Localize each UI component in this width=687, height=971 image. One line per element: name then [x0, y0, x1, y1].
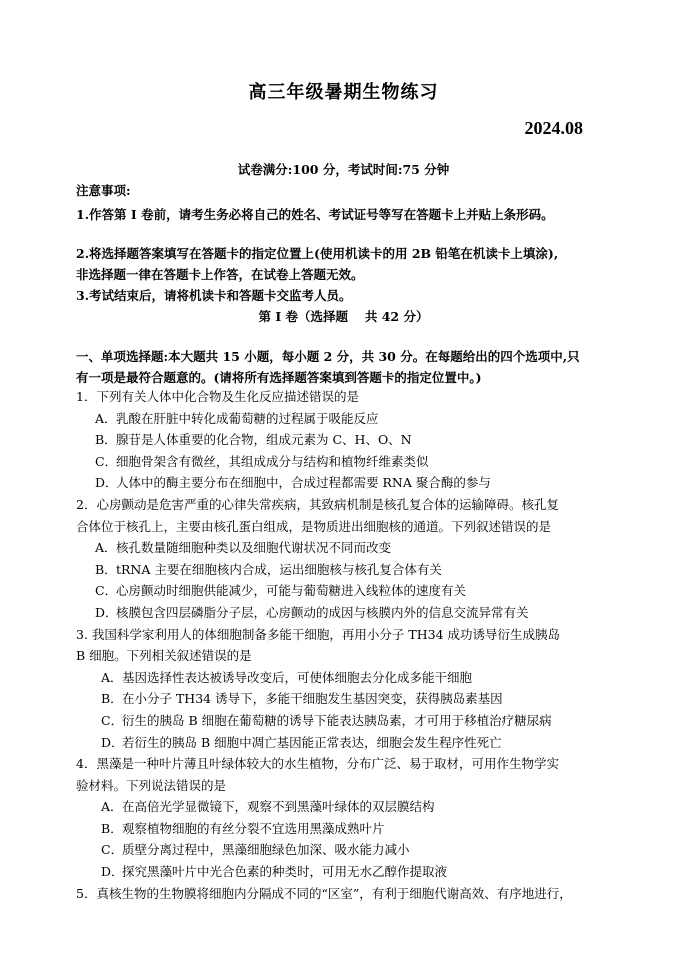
option-d — [76, 602, 616, 624]
option-d — [76, 472, 616, 494]
option-text: 人体中的酶主要分布在细胞中，合成过程都需要 RNA 聚合酶的参与 — [116, 475, 491, 491]
option-label: A． — [101, 799, 123, 815]
option-c — [76, 580, 616, 602]
option-label: A． — [101, 669, 123, 685]
option-text: 探究黑藻叶片中光合色素的种类时，可用无水乙醇作提取液 — [122, 864, 448, 880]
option-a — [76, 537, 616, 559]
question-2 — [76, 494, 616, 624]
option-label: C． — [101, 712, 124, 728]
option-text: 乳酸在肝脏中转化成葡萄糖的过程属于吸能反应 — [116, 410, 379, 426]
notes-block — [76, 180, 616, 306]
option-d — [76, 861, 616, 883]
option-label: D． — [95, 604, 118, 620]
section-instructions — [76, 346, 616, 388]
question-stem-line-1: 3. 我国科学家利用人的体细胞制备多能干细胞，再用小分子 TH34 成功诱导衍生成胰岛 — [76, 626, 560, 642]
question-stem: 1．下列有关人体中化合物及生化反应描述错误的是 — [76, 389, 359, 404]
instructions-line-2: 有一项是最符合题意的。(请将所有选择题答案填到答题卡的指定位置中。) — [76, 370, 482, 385]
question-3 — [76, 624, 616, 754]
question-1 — [76, 386, 616, 494]
note-item-1: 1.作答第 I 卷前，请考生务必将自己的姓名、考试证号等写在答题卡上并贴上条形码。 — [76, 207, 554, 222]
section-title: 第 I 卷（选择题 共 42 分） — [258, 309, 429, 324]
option-text: 基因选择性表达被诱导改变后，可使体细胞去分化成多能干细胞 — [122, 669, 473, 685]
option-text: 腺苷是人体重要的化合物，组成元素为 C、H、O、N — [116, 432, 412, 448]
question-stem-line-2: B 细胞。下列相关叙述错误的是 — [76, 648, 252, 664]
option-b — [76, 559, 616, 581]
option-text: 质壁分离过程中，黑藻细胞绿色加深、吸水能力减小 — [122, 842, 410, 858]
option-b — [76, 818, 616, 840]
question-stem-line-1: 5．真核生物的生物膜将细胞内分隔成不同的“区室”，有利于细胞代谢高效、有序地进行， — [76, 885, 572, 901]
option-label: B． — [95, 561, 117, 577]
option-label: D． — [101, 864, 124, 880]
option-text: 核孔数量随细胞种类以及细胞代谢状况不同而改变 — [116, 540, 392, 556]
option-c — [76, 839, 616, 861]
option-label: C． — [95, 583, 118, 599]
option-label: C． — [95, 453, 118, 469]
question-stem-line-1: 2．心房颤动是危害严重的心律失常疾病，其致病机制是核孔复合体的运输障碍。核孔复 — [76, 496, 559, 512]
option-d — [76, 732, 616, 754]
option-label: C． — [101, 842, 124, 858]
option-text: 心房颤动时细胞供能减少，可能与葡萄糖进入线粒体的速度有关 — [116, 583, 467, 599]
option-label: D． — [101, 734, 124, 750]
option-text: tRNA 主要在细胞核内合成，运出细胞核与核孔复合体有关 — [116, 561, 442, 577]
option-a — [76, 408, 616, 430]
instructions-line-1: 一、单项选择题:本大题共 15 小题，每小题 2 分，共 30 分。在每题给出的四个选项中,只 — [76, 349, 580, 364]
score-time-line: 试卷满分:100 分，考试时间:75 分钟 — [237, 162, 450, 177]
exam-title: 高三年级暑期生物练习 — [248, 82, 439, 103]
question-4 — [76, 753, 616, 883]
option-text: 细胞骨架含有微丝，其组成成分与结构和植物纤维素类似 — [116, 453, 429, 469]
option-a — [76, 796, 616, 818]
option-label: D． — [95, 475, 118, 491]
option-a — [76, 667, 616, 689]
option-label: A． — [95, 410, 117, 426]
option-text: 衍生的胰岛 B 细胞在葡萄糖的诱导下能表达胰岛素，才可用于移植治疗糖尿病 — [122, 712, 552, 728]
question-stem-line-1: 4．黑藻是一种叶片薄且叶绿体较大的水生植物，分布广泛、易于取材，可用作生物学实 — [76, 756, 559, 772]
option-text: 观察植物细胞的有丝分裂不宜选用黑藻成熟叶片 — [122, 820, 385, 836]
option-b — [76, 429, 616, 451]
note-item-3: 3.考试结束后，请将机读卡和答题卡交监考人员。 — [76, 288, 352, 303]
exam-date: 2024.08 — [524, 118, 583, 138]
question-5 — [76, 883, 616, 905]
option-b — [76, 688, 616, 710]
question-stem-line-2: 合体位于核孔上，主要由核孔蛋白组成，是物质进出细胞核的通道。下列叙述错误的是 — [76, 518, 552, 534]
option-label: B． — [101, 691, 123, 707]
note-item-2-line-1: 2.将选择题答案填写在答题卡的指定位置上(使用机读卡的用 2B 铅笔在机读卡上填涂), — [76, 246, 559, 261]
option-label: B． — [101, 820, 123, 836]
option-text: 核膜包含四层磷脂分子层，心房颤动的成因与核膜内外的信息交流异常有关 — [116, 604, 529, 620]
question-stem-line-2: 验材料。下列说法错误的是 — [76, 777, 227, 793]
notes-heading: 注意事项: — [76, 183, 131, 198]
note-item-2-line-2: 非选择题一律在答题卡上作答，在试卷上答题无效。 — [76, 267, 364, 282]
option-text: 在高倍光学显微镜下，观察不到黑藻叶绿体的双层膜结构 — [122, 799, 435, 815]
questions-list — [76, 386, 616, 904]
option-c — [76, 710, 616, 732]
option-label: B． — [95, 432, 117, 448]
option-text: 若衍生的胰岛 B 细胞中凋亡基因能正常表达，细胞会发生程序性死亡 — [122, 734, 502, 750]
option-text: 在小分子 TH34 诱导下，多能干细胞发生基因突变，获得胰岛素基因 — [122, 691, 503, 707]
option-c — [76, 451, 616, 473]
option-label: A． — [95, 540, 117, 556]
